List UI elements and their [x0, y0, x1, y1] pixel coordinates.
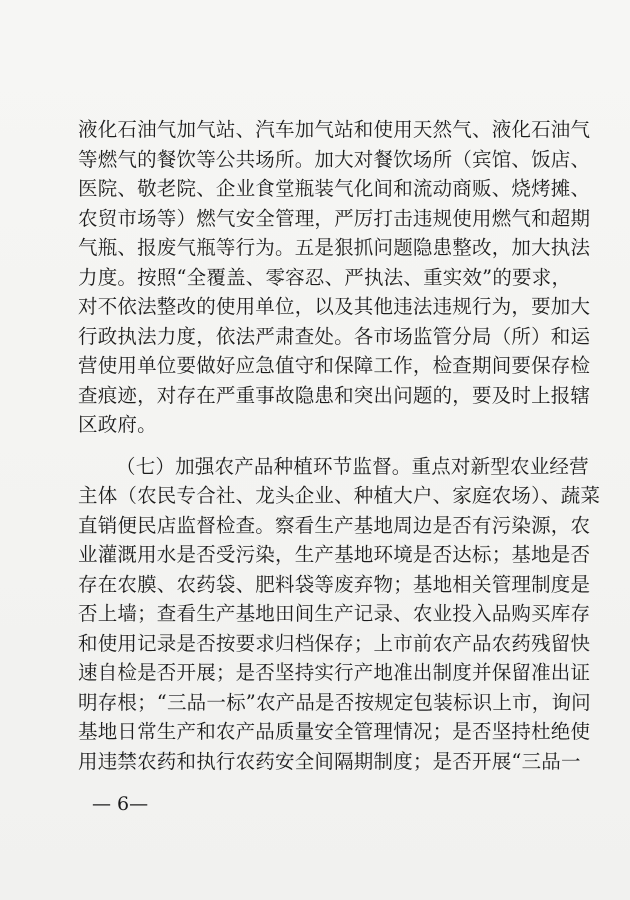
text-line: 存在农膜、农药袋、肥料袋等废弃物；基地相关管理制度是	[78, 572, 591, 596]
text-line: 医院、敬老院、企业食堂瓶装气化间和流动商贩、烧烤摊、	[78, 177, 591, 200]
text-line: 查痕迹，对存在严重事故隐患和突出问题的，要及时上报辖	[78, 383, 591, 407]
text-line: 区政府。	[78, 413, 157, 436]
text-line: 用违禁农药和执行农药安全间隔期制度；是否开展“三品一	[78, 749, 581, 773]
paragraph-gap	[78, 440, 570, 452]
text-line: 营使用单位要做好应急值守和保障工作，检查期间要保存检	[78, 354, 591, 377]
text-line: 和使用记录是否按要求归档保存；上市前农产品农药残留快	[78, 631, 591, 655]
text-line: 力度。按照“全覆盖、零容忍、严执法、重实效”的要求，	[78, 265, 572, 289]
text-line: 速自检是否开展；是否坚持实行产地准出制度并保留准出证	[78, 661, 591, 684]
page-number: — 6—	[92, 793, 149, 815]
text-line: 对不依法整改的使用单位，以及其他违法违规行为，要加大	[78, 295, 591, 318]
text-line: 否上墙；查看生产基地田间生产记录、农业投入品购买库存	[78, 602, 591, 625]
text-line: 气瓶、报废气瓶等行为。五是狠抓问题隐患整改，加大执法	[78, 236, 591, 259]
text-line: 明存根；“三品一标”农产品是否按规定包装标识上市，询问	[78, 690, 591, 714]
text-line: 直销便民店监督检查。察看生产基地周边是否有污染源，农	[78, 513, 591, 537]
text-line: 基地日常生产和农产品质量安全管理情况；是否坚持杜绝使	[78, 720, 591, 743]
text-line: 农贸市场等）燃气安全管理，严厉打击违规使用燃气和超期	[78, 206, 591, 230]
text-line: 等燃气的餐饮等公共场所。加大对餐饮场所（宾馆、饭店、	[78, 147, 591, 171]
body-text	[78, 115, 601, 776]
section-heading-line: （七）加强农产品种植环节监督。重点对新型农业经营	[116, 454, 589, 478]
text-line: 主体（农民专合社、龙头企业、种植大户、家庭农场）、蔬菜	[78, 484, 601, 507]
text-line: 行政执法力度，依法严肃查处。各市场监管分局（所）和运	[78, 324, 591, 348]
text-line: 业灌溉用水是否受污染，生产基地环境是否达标；基地是否	[78, 543, 591, 566]
text-line: 液化石油气加气站、汽车加气站和使用天然气、液化石油气	[78, 118, 591, 141]
